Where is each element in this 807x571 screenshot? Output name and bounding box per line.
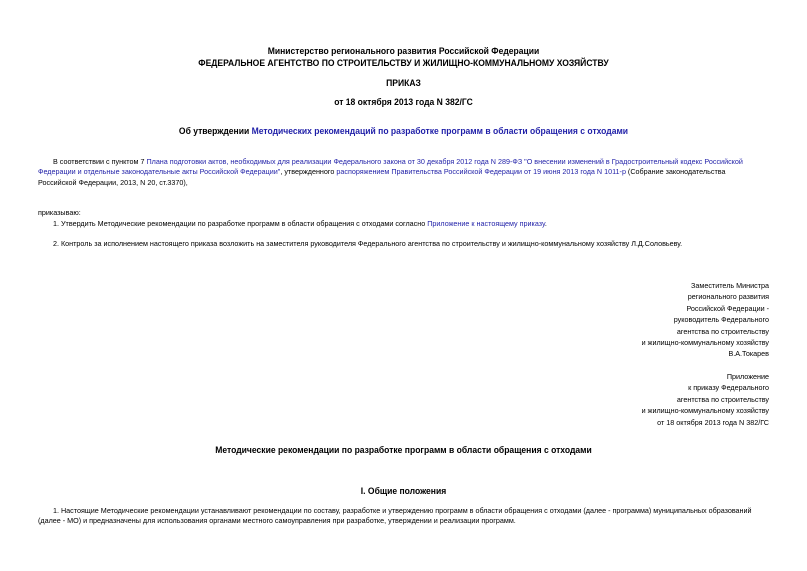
order-verb: приказываю: bbox=[38, 208, 81, 217]
signature-line: регионального развития bbox=[687, 292, 769, 302]
appendix-line: от 18 октября 2013 года N 382/ГС bbox=[657, 417, 769, 427]
preamble-text-3: (Собрание законодательства bbox=[625, 167, 726, 176]
signature-line: Российской Федерации - bbox=[686, 303, 769, 313]
preamble-text-2: , утвержденного bbox=[280, 167, 337, 176]
order-item-2: 2. Контроль за исполнением настоящего приказа возложить на заместителя руководителя Федерального агентства по строительству и жилищно-коммунальному хозяйству Л.Д.Соловьеву. bbox=[53, 239, 683, 248]
item1-end: . bbox=[544, 219, 547, 228]
signature-name: В.А.Токарев bbox=[728, 349, 769, 359]
appendix-line: Приложение bbox=[726, 372, 769, 381]
title-prefix: Об утверждении bbox=[178, 126, 252, 136]
appendix-link[interactable]: Приложение к настоящему приказу bbox=[427, 219, 545, 228]
signature-line: и жилищно-коммунальному хозяйству bbox=[641, 338, 769, 348]
section-1-title: I. Общие положения bbox=[360, 486, 447, 496]
appendix-header bbox=[642, 371, 769, 428]
plan-link[interactable]: Плана подготовки актов, необходимых для реализации Федерального закона от 30 декабря 2012 года N 289-ФЗ "О внесении изменений в Градостроительный кодекс Российской bbox=[146, 157, 743, 166]
doc-type: ПРИКАЗ bbox=[386, 78, 421, 88]
signature-block bbox=[642, 280, 769, 360]
appendix-line: агентства по строительству bbox=[676, 394, 769, 404]
doc-title bbox=[20, 126, 787, 136]
order-item-1 bbox=[53, 219, 547, 228]
preamble-line-1 bbox=[53, 157, 769, 166]
signature-line: Заместитель Министра bbox=[691, 281, 769, 290]
signature-line: агентства по строительству bbox=[676, 326, 769, 336]
paragraph-1-line-1: 1. Настоящие Методические рекомендации устанавливают рекомендации по составу, разработке и утверждению программ в области обращения с отходами (далее - программа) муниципальных образований bbox=[53, 506, 752, 515]
ministry-name: Министерство регионального развития Российской Федерации bbox=[267, 46, 540, 56]
appendix-line: и жилищно-коммунальному хозяйству bbox=[641, 406, 769, 416]
paragraph-1-line-2: (далее - МО) и предназначены для использования органами местного самоуправления при разработке, утверждении и реализации программ. bbox=[38, 516, 516, 525]
item1-text: 1. Утвердить Методические рекомендации по разработке программ в области обращения с отходами согласно bbox=[53, 219, 428, 228]
government-order-link[interactable]: распоряжением Правительства Российской Федерации от 19 июня 2013 года N 1011-р bbox=[336, 167, 626, 176]
recommendations-title: Методические рекомендации по разработке программ в области обращения с отходами bbox=[215, 445, 592, 455]
preamble-text-1: В соответствии с пунктом 7 bbox=[53, 157, 147, 166]
signature-line: руководитель Федерального bbox=[673, 315, 769, 325]
preamble-line-3: Российской Федерации, 2013, N 20, ст.3370), bbox=[38, 178, 188, 187]
preamble-line-2 bbox=[38, 167, 769, 176]
agency-name: ФЕДЕРАЛЬНОЕ АГЕНТСТВО ПО СТРОИТЕЛЬСТВУ И ЖИЛИЩНО-КОММУНАЛЬНОМУ ХОЗЯЙСТВУ bbox=[198, 58, 609, 68]
appendix-line: к приказу Федерального bbox=[688, 383, 769, 393]
doc-date-number: от 18 октября 2013 года N 382/ГС bbox=[334, 97, 473, 107]
title-link[interactable]: Методических рекомендаций по разработке программ в области обращения с отходами bbox=[251, 126, 629, 136]
federal-law-link[interactable]: Федерации и отдельные законодательные акты Российской Федерации" bbox=[38, 167, 281, 176]
